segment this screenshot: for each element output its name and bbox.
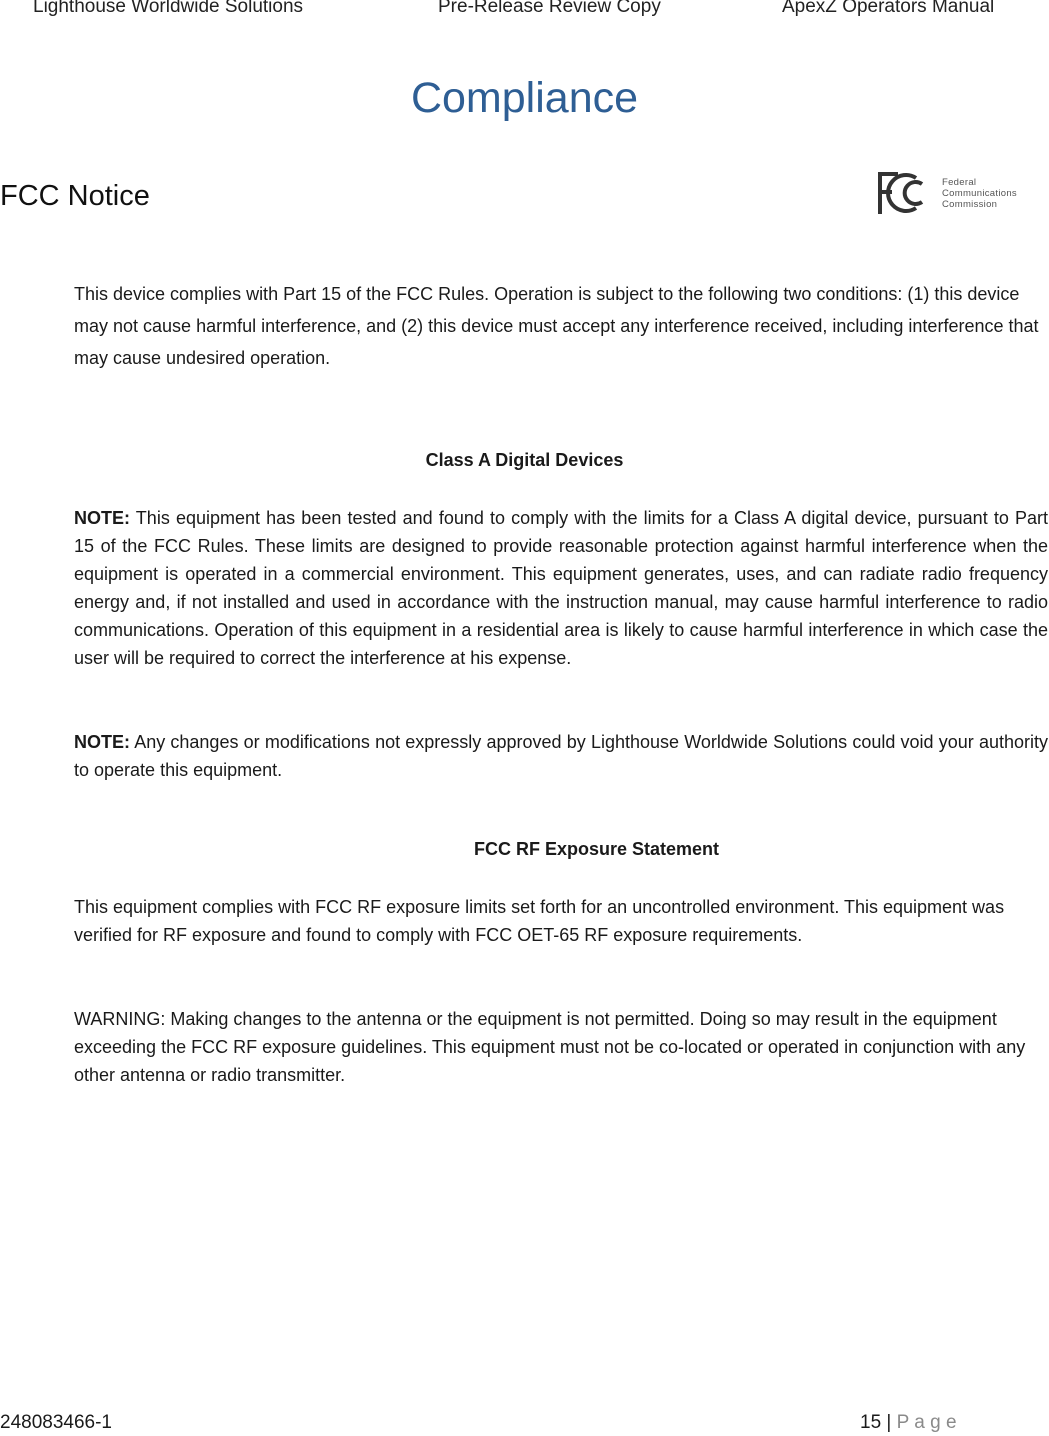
rf-statement: This equipment complies with FCC RF exposure limits set forth for an uncontrolled environment. This equipment was verified for RF exposure and found to comply with FCC OET-65 RF exposure requirements. [74, 897, 1005, 945]
logo-line: Commission [942, 198, 998, 210]
rf-heading: FCC RF Exposure Statement [473, 839, 720, 859]
page-number-block [860, 1412, 957, 1434]
header-right: ApexZ Operators Manual [782, 0, 995, 17]
rf-warning: WARNING: Making changes to the antenna or the equipment is not permitted. Doing so may result in the equipment exceeding the FCC RF exposure guidelines. This equipment must not be co-located or operated in conjunction with any other antenna or radio transmitter. [74, 1009, 1026, 1085]
note-label: NOTE: [74, 732, 130, 752]
fcc-logo-icon [876, 170, 932, 216]
header-left: Lighthouse Worldwide Solutions [33, 0, 304, 17]
compliance-statement: This device complies with Part 15 of the FCC Rules. Operation is subject to the following two conditions: (1) this device may not cause harmful interference, and (2) this device must accept any interference received, including interference that may cause undesired operation. [74, 284, 1039, 368]
page-title: Compliance [410, 74, 639, 122]
modifications-note [74, 728, 1048, 784]
page-number: 15 [860, 1412, 882, 1433]
note-label: NOTE: [74, 508, 130, 528]
header-center: Pre-Release Review Copy [438, 0, 661, 17]
page-label: P a g e [896, 1412, 957, 1433]
logo-line: Communications [942, 187, 1017, 199]
note-text: Any changes or modifications not expressly approved by Lighthouse Worldwide Solutions could void your authority to operate this equipment. [74, 732, 1048, 780]
doc-number: 248083466-1 [0, 1412, 112, 1433]
class-a-note [74, 504, 1048, 672]
fcc-logo-text [942, 177, 1017, 210]
logo-line: Federal [942, 176, 977, 188]
section-heading: FCC Notice [0, 180, 150, 212]
fcc-logo [876, 166, 1046, 220]
note-text: This equipment has been tested and found to comply with the limits for a Class A digital device, pursuant to Part 15 of the FCC Rules. These limits are designed to provide reasonable protection against harmful interference when the equipment is operated in a commercial environment. This equipment generates, uses, and can radiate radio frequency energy and, if not installed and used in accordance with the instruction manual, may cause harmful interference to radio communications. Operation of this equipment in a residential area is likely to cause harmful interference in which case the user will be required to correct the interference at his expense. [74, 508, 1048, 668]
page-separator: | [886, 1412, 892, 1433]
class-a-heading: Class A Digital Devices [425, 450, 624, 470]
